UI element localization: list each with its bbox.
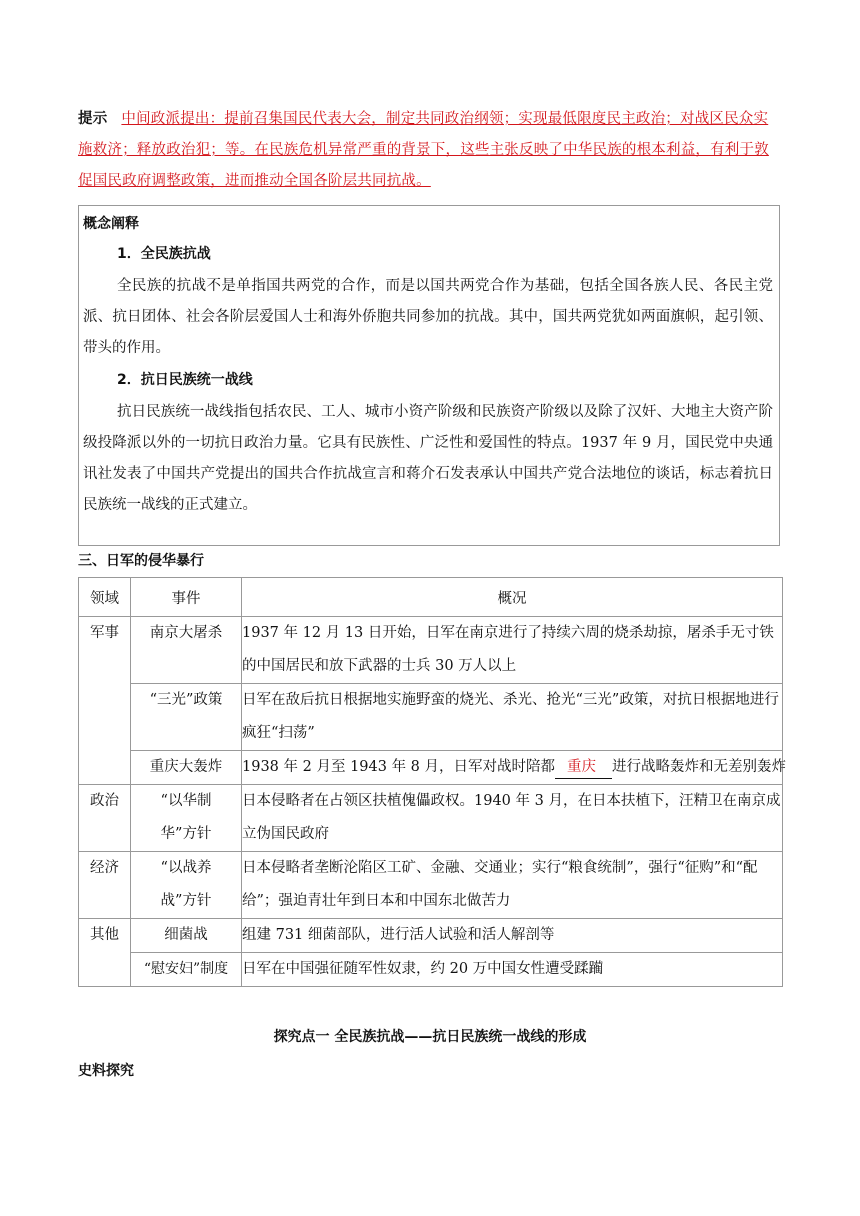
event-cell: “三光”政策 bbox=[131, 684, 242, 751]
table-header-row bbox=[79, 578, 783, 617]
summary-cell: 组建 731 细菌部队，进行活人试验和活人解剖等 bbox=[242, 919, 783, 953]
table-row bbox=[79, 852, 783, 919]
concept-item1-text: 全民族的抗战不是单指国共两党的合作，而是以国共两党合作为基础，包括全国各族人民、各民主党派、抗日团体、社会各阶层爱国人士和海外侨胞共同参加的抗战。其中，国共两党犹如两面旗帜，起引领、带头的作用。 bbox=[83, 278, 773, 356]
summary-cell: 日军在中国强征随军性奴隶，约 20 万中国女性遭受蹂躏 bbox=[242, 953, 783, 987]
event-cell: 重庆大轰炸 bbox=[131, 751, 242, 785]
concept-item1-title: 1．全民族抗战 bbox=[117, 246, 211, 262]
table-row bbox=[79, 919, 783, 953]
event-cell: 细菌战 bbox=[131, 919, 242, 953]
table-row bbox=[79, 785, 783, 852]
answer-blank: 重庆 bbox=[555, 756, 612, 779]
atrocities-table bbox=[78, 577, 787, 987]
concept-title: 概念阐释 bbox=[83, 216, 139, 232]
header-event: 事件 bbox=[131, 578, 242, 617]
summary-pre: 1938 年 2 月至 1943 年 8 月，日军对战时陪都 bbox=[242, 759, 556, 775]
event-cell: “慰安妇”制度 bbox=[131, 953, 242, 987]
event-cell: 南京大屠杀 bbox=[131, 617, 242, 684]
table-row bbox=[79, 684, 783, 751]
domain-cell: 军事 bbox=[79, 617, 131, 785]
hint-answer: 中间政派提出：提前召集国民代表大会，制定共同政治纲领；实现最低限度民主政治；对战区民众实施救济；释放政治犯；等。在民族危机异常严重的背景下，这些主张反映了中华民族的根本利益，有利于敦促国民政府调整政策，进而推动全国各阶层共同抗战。 bbox=[78, 111, 769, 189]
header-summary: 概况 bbox=[242, 578, 783, 617]
summary-cell: 日军在敌后抗日根据地实施野蛮的烧光、杀光、抢光“三光”政策，对抗日根据地进行疯狂“扫荡” bbox=[242, 684, 783, 751]
event-cell: “以华制华”方针 bbox=[131, 785, 242, 852]
domain-cell: 其他 bbox=[79, 919, 131, 987]
event-cell: “以战养战”方针 bbox=[131, 852, 242, 919]
header-domain: 领域 bbox=[79, 578, 131, 617]
table-row bbox=[79, 617, 783, 684]
summary-cell: 日本侵略者垄断沦陷区工矿、金融、交通业；实行“粮食统制”，强行“征购”和“配给”；强迫青壮年到日本和中国东北做苦力 bbox=[242, 852, 783, 919]
inquiry-subtitle: 史料探究 bbox=[78, 1063, 134, 1079]
summary-cell: 1937 年 12 月 13 日开始，日军在南京进行了持续六周的烧杀劫掠，屠杀手无寸铁的中国居民和放下武器的士兵 30 万人以上 bbox=[242, 617, 783, 684]
table-row bbox=[79, 751, 783, 785]
concept-item2-title: 2．抗日民族统一战线 bbox=[117, 372, 253, 388]
hint-paragraph bbox=[78, 104, 782, 197]
table-row bbox=[79, 953, 783, 987]
summary-cell: 日本侵略者在占领区扶植傀儡政权。1940 年 3 月，在日本扶植下，汪精卫在南京成立伪国民政府 bbox=[242, 785, 783, 852]
section3-title: 三、日军的侵华暴行 bbox=[78, 553, 204, 569]
hint-label: 提示 bbox=[78, 111, 108, 127]
domain-cell: 政治 bbox=[79, 785, 131, 852]
concept-item2-text: 抗日民族统一战线指包括农民、工人、城市小资产阶级和民族资产阶级以及除了汉奸、大地主大资产阶级投降派以外的一切抗日政治力量。它具有民族性、广泛性和爱国性的特点。1937 年 9 月，国民党中央通讯社发表了中国共产党提出的国共合作抗战宣言和蒋介石发表承认中国共产党合法地位的谈话，标志着抗日民族统一战线的正式建立。 bbox=[83, 404, 773, 513]
concept-box bbox=[78, 205, 780, 546]
summary-cell bbox=[242, 751, 787, 785]
summary-post: 进行战略轰炸和无差别轰炸 bbox=[612, 759, 787, 775]
domain-cell: 经济 bbox=[79, 852, 131, 919]
inquiry-title: 探究点一 全民族抗战——抗日民族统一战线的形成 bbox=[273, 1029, 587, 1045]
